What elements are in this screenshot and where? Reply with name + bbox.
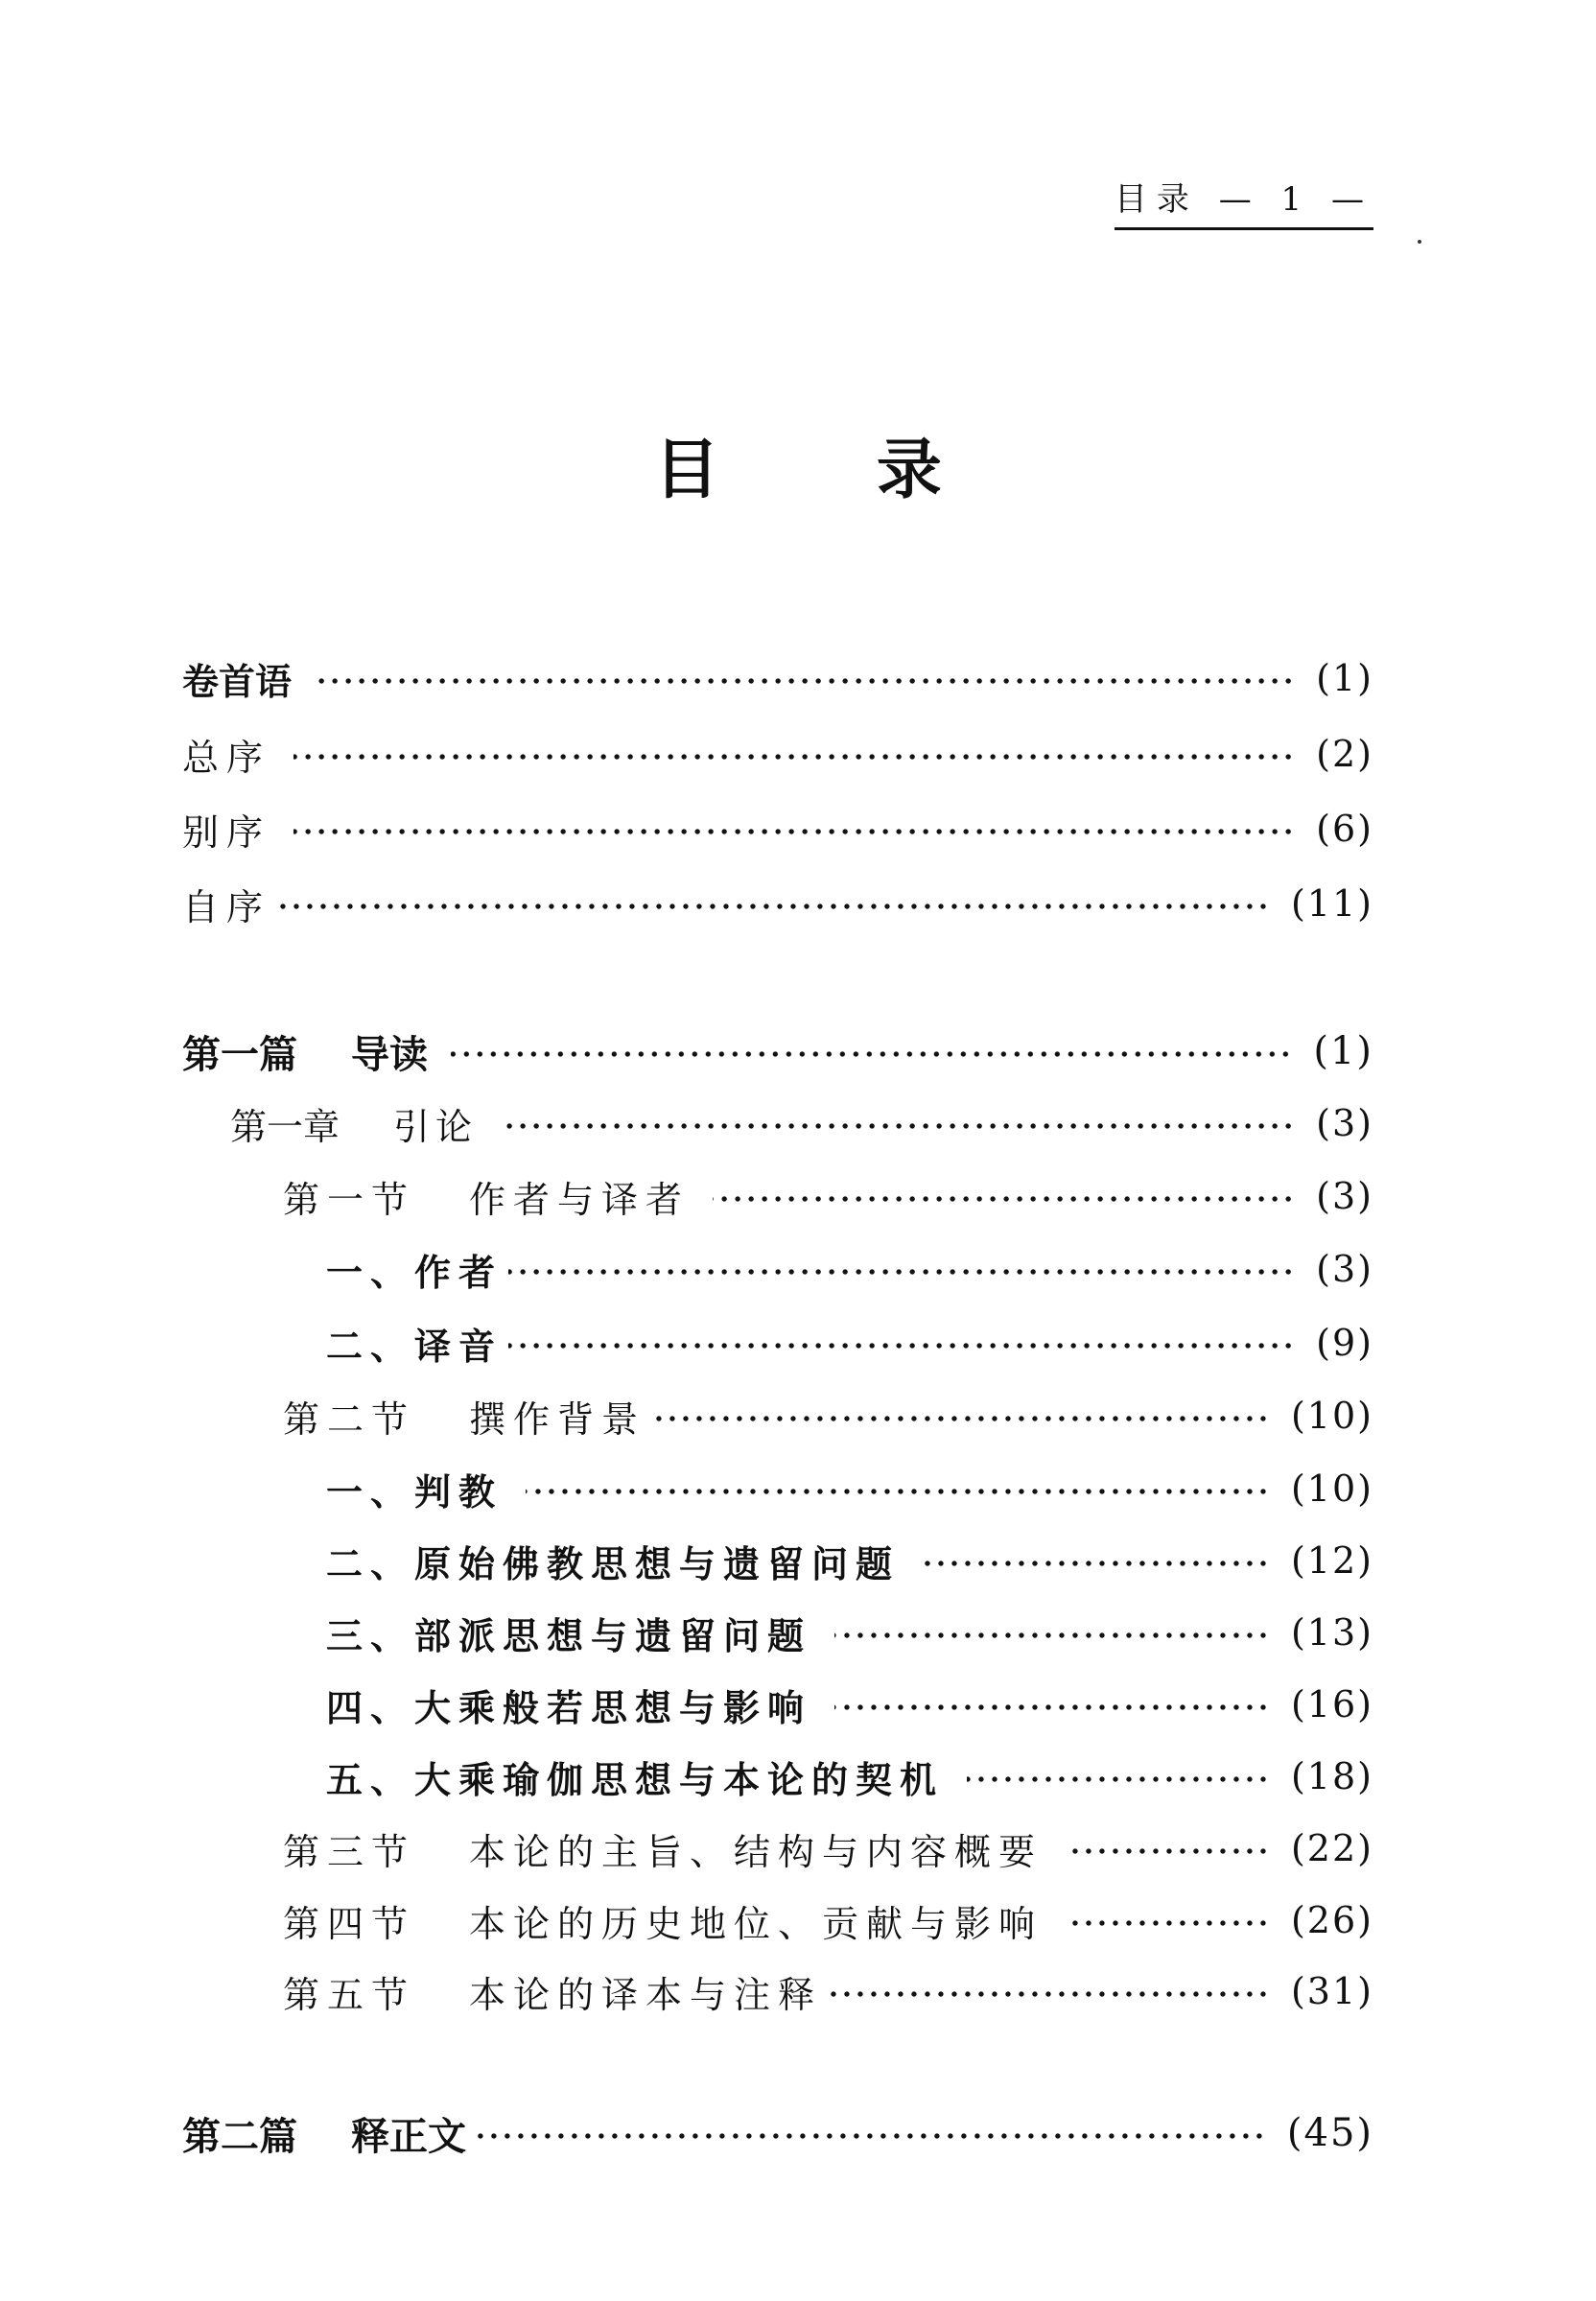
toc-page: (3) bbox=[1316, 1175, 1373, 1217]
toc-section-title: 撰作背景 bbox=[469, 1397, 646, 1441]
toc-entry-item[interactable] bbox=[326, 1314, 1373, 1372]
toc-label bbox=[230, 1097, 501, 1150]
toc-page: (11) bbox=[1290, 882, 1373, 925]
toc-part-title: 导读 bbox=[351, 1032, 428, 1077]
toc-section-title: 本论的主旨、结构与内容概要 bbox=[469, 1830, 1044, 1873]
toc-page: (6) bbox=[1316, 808, 1373, 850]
dot-leader bbox=[315, 677, 1295, 685]
dot-leader bbox=[526, 1488, 1270, 1495]
dot-leader bbox=[508, 1342, 1295, 1350]
toc-label: 卷首语 bbox=[182, 660, 293, 703]
dot-leader bbox=[713, 1195, 1295, 1203]
toc-page: (18) bbox=[1290, 1755, 1373, 1797]
toc-entry-section[interactable] bbox=[283, 1167, 1373, 1225]
toc-section-number: 第四节 bbox=[283, 1902, 416, 1945]
toc-page: (3) bbox=[1316, 1102, 1373, 1144]
toc-part-number: 第一篇 bbox=[182, 1032, 297, 1077]
running-header-dash-left: — bbox=[1218, 180, 1261, 219]
toc-part-title: 释正文 bbox=[351, 2114, 466, 2159]
toc-section-number: 第一节 bbox=[283, 1178, 416, 1221]
toc-label bbox=[283, 1894, 1066, 1947]
toc-label bbox=[283, 1822, 1066, 1875]
toc-section-number: 第二节 bbox=[283, 1397, 416, 1441]
toc-label: 二、原始佛教思想与遗留问题 bbox=[326, 1542, 901, 1585]
toc-page: (16) bbox=[1290, 1683, 1373, 1726]
toc-entry-section[interactable] bbox=[283, 1820, 1373, 1877]
toc-chapter-title: 引论 bbox=[393, 1105, 479, 1148]
dot-leader bbox=[967, 1775, 1270, 1783]
toc-section-number: 第三节 bbox=[283, 1830, 416, 1873]
toc-chapter-number: 第一章 bbox=[230, 1105, 340, 1148]
toc-page: (10) bbox=[1290, 1395, 1373, 1437]
toc-label: 二、译音 bbox=[326, 1325, 504, 1368]
toc-page: (1) bbox=[1316, 657, 1373, 699]
toc-label: 四、大乘般若思想与影响 bbox=[326, 1686, 812, 1729]
toc-label: 五、大乘瑜伽思想与本论的契机 bbox=[326, 1758, 945, 1801]
toc-page: (12) bbox=[1290, 1539, 1373, 1582]
toc-section-number: 第五节 bbox=[283, 1973, 416, 2016]
toc-section-title: 作者与译者 bbox=[469, 1178, 691, 1221]
toc-page: (3) bbox=[1316, 1248, 1373, 1290]
toc-label: 一、判教 bbox=[326, 1470, 504, 1514]
toc-entry-item[interactable] bbox=[326, 1460, 1373, 1517]
toc-entry-section[interactable] bbox=[283, 1387, 1373, 1444]
toc-label bbox=[283, 1390, 651, 1443]
toc-page: (22) bbox=[1290, 1827, 1373, 1869]
toc-entry-front-matter[interactable] bbox=[182, 725, 1373, 783]
toc-page: (31) bbox=[1290, 1970, 1373, 2012]
toc-page: (10) bbox=[1290, 1467, 1373, 1510]
toc-entry-item[interactable] bbox=[326, 1748, 1373, 1805]
dot-leader bbox=[834, 1632, 1270, 1639]
toc-section-title: 本论的历史地位、贡献与影响 bbox=[469, 1902, 1044, 1945]
toc-label bbox=[182, 2106, 472, 2161]
print-speck bbox=[1418, 240, 1421, 244]
toc-entry-front-matter[interactable] bbox=[182, 649, 1373, 707]
toc-label: 三、部派思想与遗留问题 bbox=[326, 1614, 812, 1657]
running-header-page-number: 1 bbox=[1280, 180, 1312, 219]
toc-entry-item[interactable] bbox=[326, 1240, 1373, 1298]
toc-entry-section[interactable] bbox=[283, 1962, 1373, 2020]
dot-leader bbox=[923, 1560, 1270, 1567]
toc-entry-chapter[interactable] bbox=[230, 1094, 1373, 1152]
toc-section-title: 本论的译本与注释 bbox=[469, 1973, 823, 2016]
toc-label: 别序 bbox=[182, 810, 271, 854]
toc-page: (1) bbox=[1313, 1029, 1373, 1073]
dot-leader bbox=[451, 1050, 1292, 1058]
toc-page: (13) bbox=[1290, 1611, 1373, 1654]
toc-entry-front-matter[interactable] bbox=[182, 800, 1373, 857]
toc-label bbox=[283, 1170, 713, 1223]
toc-page: (45) bbox=[1286, 2111, 1373, 2155]
toc-entry-part[interactable] bbox=[182, 2104, 1373, 2162]
dot-leader bbox=[834, 1703, 1270, 1711]
dot-leader bbox=[293, 753, 1295, 761]
dot-leader bbox=[1066, 1847, 1270, 1855]
dot-leader bbox=[651, 1415, 1270, 1422]
running-header-dash-right: — bbox=[1331, 180, 1373, 219]
page-title: 目 录 bbox=[654, 433, 1009, 508]
running-header-title: 目录 bbox=[1114, 180, 1199, 219]
dot-leader bbox=[293, 828, 1295, 835]
running-header bbox=[1115, 173, 1373, 230]
dot-leader bbox=[1066, 1919, 1270, 1927]
toc-entry-section[interactable] bbox=[283, 1891, 1373, 1949]
toc-label: 总序 bbox=[182, 736, 271, 779]
toc-label: 一、作者 bbox=[326, 1251, 504, 1294]
toc-page: (9) bbox=[1316, 1322, 1373, 1364]
toc-entry-item[interactable] bbox=[326, 1604, 1373, 1661]
toc-entry-item[interactable] bbox=[326, 1532, 1373, 1589]
dot-leader bbox=[501, 1122, 1295, 1130]
dot-leader bbox=[472, 2132, 1266, 2140]
toc-label: 自序 bbox=[182, 885, 271, 928]
toc-entry-front-matter[interactable] bbox=[182, 875, 1373, 932]
toc-entry-item[interactable] bbox=[326, 1676, 1373, 1733]
dot-leader bbox=[276, 903, 1270, 910]
toc-part-number: 第二篇 bbox=[182, 2114, 297, 2159]
toc-entry-part[interactable] bbox=[182, 1022, 1373, 1080]
dot-leader bbox=[828, 1990, 1270, 1998]
toc-page: (26) bbox=[1290, 1899, 1373, 1941]
toc-label bbox=[182, 1024, 451, 1079]
dot-leader bbox=[508, 1268, 1295, 1276]
toc-label bbox=[283, 1965, 828, 2018]
toc-page: (2) bbox=[1316, 733, 1373, 775]
